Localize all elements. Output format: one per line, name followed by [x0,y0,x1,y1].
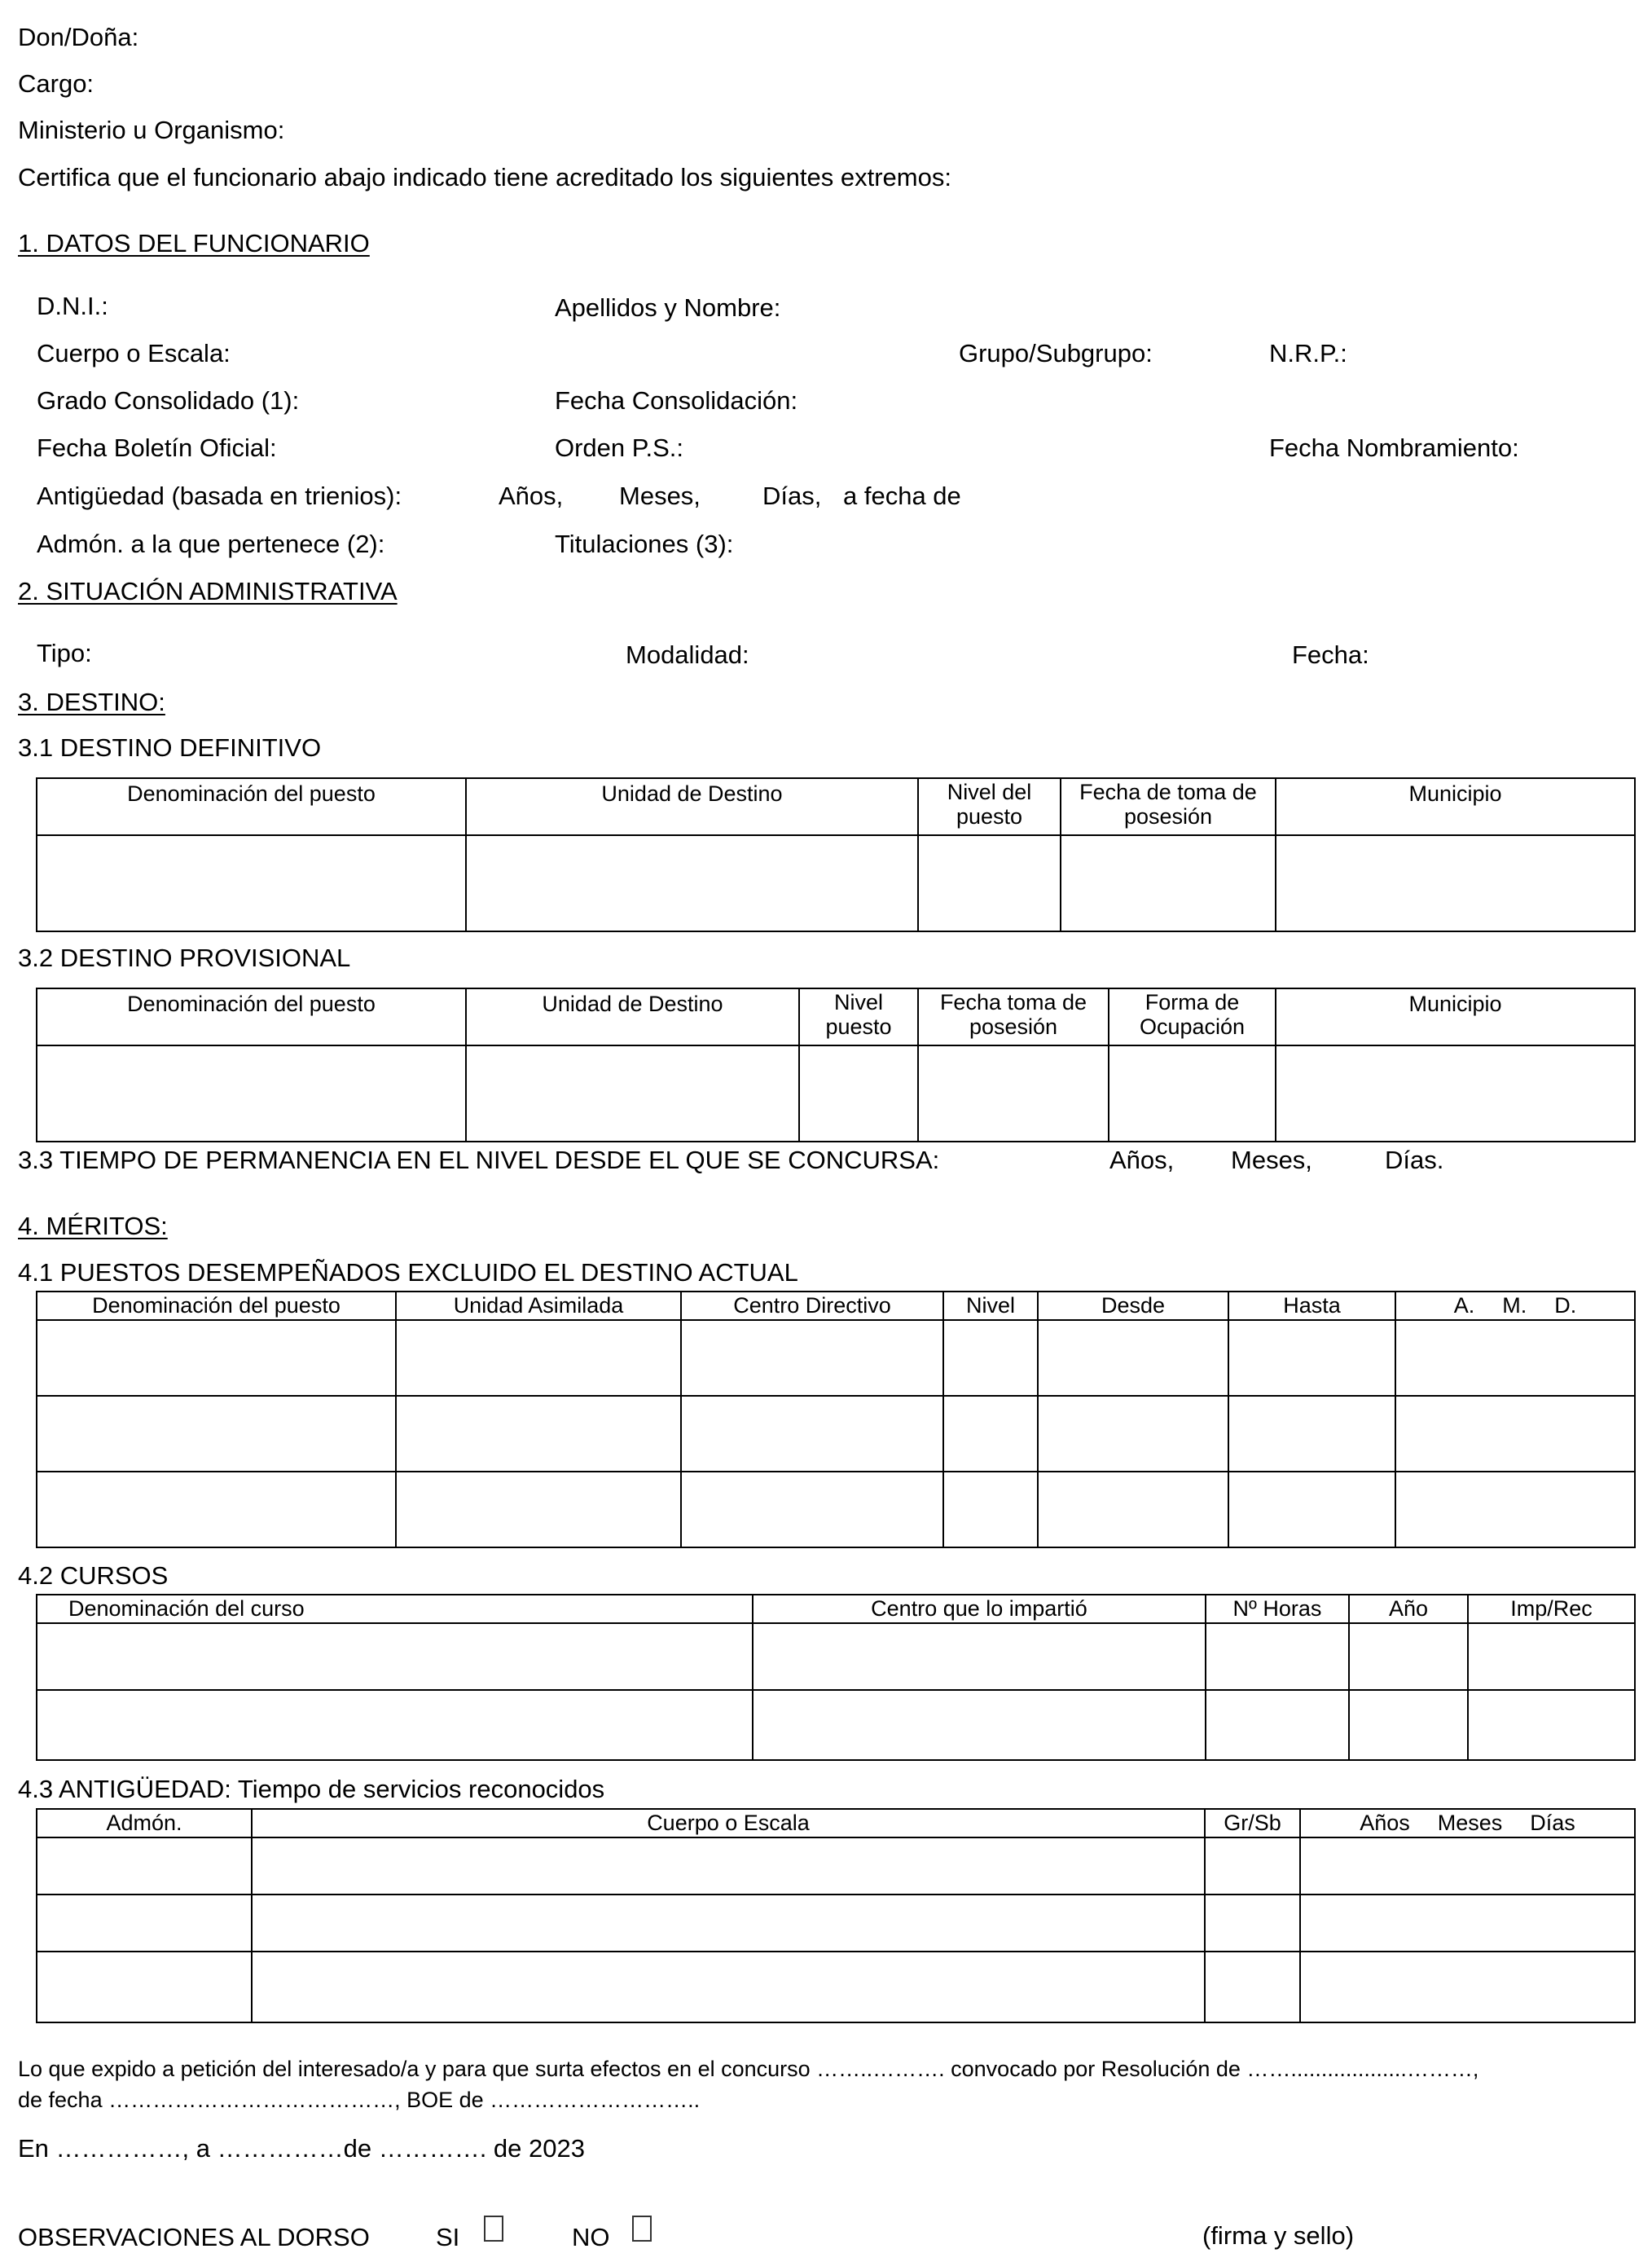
input-cell[interactable] [1205,1952,1300,2022]
don-dona-label: Don/Doña: [18,23,139,51]
si-label: SI [436,2223,460,2251]
antiguedad-a-fecha: a fecha de [843,482,961,510]
table-row [37,1320,1635,1396]
table-row [37,1472,1635,1547]
input-cell[interactable] [918,1045,1109,1142]
input-cell[interactable] [1276,1045,1635,1142]
permanencia-dias: Días. [1385,1146,1444,1174]
antiguedad-servicios-table [36,1808,1636,2023]
input-cell[interactable] [37,1045,466,1142]
table-row [37,1396,1635,1472]
input-cell[interactable] [1038,1472,1228,1547]
table-row [37,1623,1635,1690]
input-cell[interactable] [1395,1396,1635,1472]
input-cell[interactable] [37,1320,396,1396]
header-municipio: Municipio [1276,988,1635,1045]
header-imp-rec: Imp/Rec [1468,1595,1635,1623]
input-cell[interactable] [943,1472,1038,1547]
destino-definitivo-table [36,777,1636,932]
input-cell[interactable] [1395,1472,1635,1547]
header-fecha-toma-posesion: Fecha de toma de posesión [1061,778,1276,835]
input-cell[interactable] [681,1396,943,1472]
permanencia-anos: Años, [1109,1146,1175,1174]
input-cell[interactable] [252,1952,1205,2022]
input-cell[interactable] [1276,835,1635,931]
input-cell[interactable] [943,1320,1038,1396]
input-cell[interactable] [1205,1895,1300,1952]
permanencia-meses: Meses, [1231,1146,1312,1174]
puestos-desempenados-title: 4.1 PUESTOS DESEMPEÑADOS EXCLUIDO EL DESTINO ACTUAL [18,1258,798,1287]
header-d: D. [1554,1293,1577,1318]
section-3-title: 3. DESTINO: [18,688,165,716]
puestos-desempenados-table [36,1291,1636,1548]
input-cell[interactable] [252,1837,1205,1895]
input-cell[interactable] [37,1396,396,1472]
table-row [37,1690,1635,1760]
ministerio-label: Ministerio u Organismo: [18,116,285,144]
header-denominacion-puesto: Denominación del puesto [37,1292,396,1320]
header-denominacion-puesto: Denominación del puesto [37,778,466,835]
input-cell[interactable] [252,1895,1205,1952]
input-cell[interactable] [918,835,1061,931]
input-cell[interactable] [681,1320,943,1396]
firma-sello-label: (firma y sello) [1202,2221,1355,2250]
input-cell[interactable] [1349,1690,1468,1760]
dni-label: D.N.I.: [37,292,108,320]
modalidad-label: Modalidad: [626,640,749,669]
input-cell[interactable] [37,1952,252,2022]
input-cell[interactable] [1228,1320,1395,1396]
table-row [37,1837,1635,1895]
tiempo-permanencia-label: 3.3 TIEMPO DE PERMANENCIA EN EL NIVEL DESDE EL QUE SE CONCURSA: [18,1146,940,1174]
input-cell[interactable] [37,1690,753,1760]
fecha-situacion-label: Fecha: [1292,640,1369,669]
si-checkbox[interactable] [484,2216,503,2242]
cuerpo-label: Cuerpo o Escala: [37,339,231,367]
destino-provisional-title: 3.2 DESTINO PROVISIONAL [18,944,351,972]
section-4-title: 4. MÉRITOS: [18,1212,168,1240]
antiguedad-dias: Días, [762,482,822,510]
header-amd [1395,1292,1635,1320]
input-cell[interactable] [1205,1837,1300,1895]
antiguedad-label: Antigüedad (basada en trienios): [37,482,402,510]
fecha-consolidacion-label: Fecha Consolidación: [555,386,798,415]
titulaciones-label: Titulaciones (3): [555,530,734,558]
header-m: M. [1502,1293,1527,1318]
input-cell[interactable] [1038,1320,1228,1396]
cargo-label: Cargo: [18,69,94,98]
fecha-boletin-label: Fecha Boletín Oficial: [37,433,277,462]
input-cell[interactable] [1395,1320,1635,1396]
input-cell[interactable] [396,1472,681,1547]
input-cell[interactable] [1109,1045,1276,1142]
input-cell[interactable] [1468,1690,1635,1760]
input-cell[interactable] [943,1396,1038,1472]
header-nivel: Nivel [943,1292,1038,1320]
header-anos: Años [1360,1811,1410,1835]
antiguedad-servicios-title: 4.3 ANTIGÜEDAD: Tiempo de servicios reconocidos [18,1775,605,1803]
grupo-label: Grupo/Subgrupo: [959,339,1153,367]
antiguedad-meses: Meses, [619,482,701,510]
input-cell[interactable] [1300,1952,1635,2022]
section-1-title: 1. DATOS DEL FUNCIONARIO [18,229,370,257]
cursos-title: 4.2 CURSOS [18,1561,169,1590]
input-cell[interactable] [1228,1396,1395,1472]
expido-text-line-2: de fecha …………………………………, BOE de ……………………….. [18,2088,701,2112]
header-meses: Meses [1437,1811,1503,1835]
certifica-text: Certifica que el funcionario abajo indicado tiene acreditado los siguientes extremos: [18,163,951,191]
header-centro-directivo: Centro Directivo [681,1292,943,1320]
header-denominacion-curso: Denominación del curso [37,1595,753,1623]
input-cell[interactable] [1300,1895,1635,1952]
input-cell[interactable] [1300,1837,1635,1895]
tipo-label: Tipo: [37,639,92,667]
observaciones-label: OBSERVACIONES AL DORSO [18,2223,370,2251]
table-row [37,1952,1635,2022]
no-checkbox[interactable] [632,2216,652,2242]
input-cell[interactable] [753,1690,1206,1760]
input-cell[interactable] [466,835,918,931]
input-cell[interactable] [753,1623,1206,1690]
header-nivel-puesto: Nivel puesto [799,988,918,1045]
header-numero-horas: Nº Horas [1206,1595,1349,1623]
input-cell[interactable] [37,1895,252,1952]
input-cell[interactable] [466,1045,799,1142]
input-cell[interactable] [1038,1396,1228,1472]
input-cell[interactable] [1349,1623,1468,1690]
input-cell[interactable] [1206,1623,1349,1690]
orden-ps-label: Orden P.S.: [555,433,683,462]
input-cell[interactable] [37,835,466,931]
header-dias: Días [1530,1811,1575,1835]
header-centro-impartio: Centro que lo impartió [753,1595,1206,1623]
input-cell[interactable] [799,1045,918,1142]
header-desde: Desde [1038,1292,1228,1320]
destino-provisional-table [36,988,1636,1142]
expido-text-line-1: Lo que expido a petición del interesado/a y para que surta efectos en el concurso ……..………. convocado por Resolución de ……...................………, [18,2057,1479,2081]
header-hasta: Hasta [1228,1292,1395,1320]
lugar-fecha-line: En ……………, a ……………de …………. de 2023 [18,2134,585,2163]
header-nivel-puesto: Nivel del puesto [918,778,1061,835]
header-admon: Admón. [37,1809,252,1837]
antiguedad-anos: Años, [499,482,564,510]
input-cell[interactable] [1468,1623,1635,1690]
input-cell[interactable] [1228,1472,1395,1547]
input-cell[interactable] [396,1396,681,1472]
header-anos-meses-dias [1300,1809,1635,1837]
fecha-nombramiento-label: Fecha Nombramiento: [1269,433,1519,462]
no-label: NO [572,2223,610,2251]
table-row [37,835,1635,931]
header-unidad-destino: Unidad de Destino [466,778,918,835]
nrp-label: N.R.P.: [1269,339,1347,367]
cursos-table [36,1594,1636,1761]
header-municipio: Municipio [1276,778,1635,835]
header-fecha-toma-posesion: Fecha toma de posesión [918,988,1109,1045]
header-a: A. [1453,1293,1475,1318]
header-denominacion-puesto: Denominación del puesto [37,988,466,1045]
section-2-title: 2. SITUACIÓN ADMINISTRATIVA [18,577,398,605]
header-gr-sb: Gr/Sb [1205,1809,1300,1837]
admon-label: Admón. a la que pertenece (2): [37,530,385,558]
input-cell[interactable] [37,1623,753,1690]
table-row [37,1045,1635,1142]
header-ano: Año [1349,1595,1468,1623]
header-unidad-asimilada: Unidad Asimilada [396,1292,681,1320]
grado-label: Grado Consolidado (1): [37,386,300,415]
apellidos-label: Apellidos y Nombre: [555,293,781,322]
input-cell[interactable] [681,1472,943,1547]
header-unidad-destino: Unidad de Destino [466,988,799,1045]
input-cell[interactable] [37,1472,396,1547]
input-cell[interactable] [1061,835,1276,931]
input-cell[interactable] [37,1837,252,1895]
table-row [37,1895,1635,1952]
destino-definitivo-title: 3.1 DESTINO DEFINITIVO [18,733,322,762]
header-cuerpo-escala: Cuerpo o Escala [252,1809,1205,1837]
header-forma-ocupacion: Forma de Ocupación [1109,988,1276,1045]
input-cell[interactable] [1206,1690,1349,1760]
input-cell[interactable] [396,1320,681,1396]
